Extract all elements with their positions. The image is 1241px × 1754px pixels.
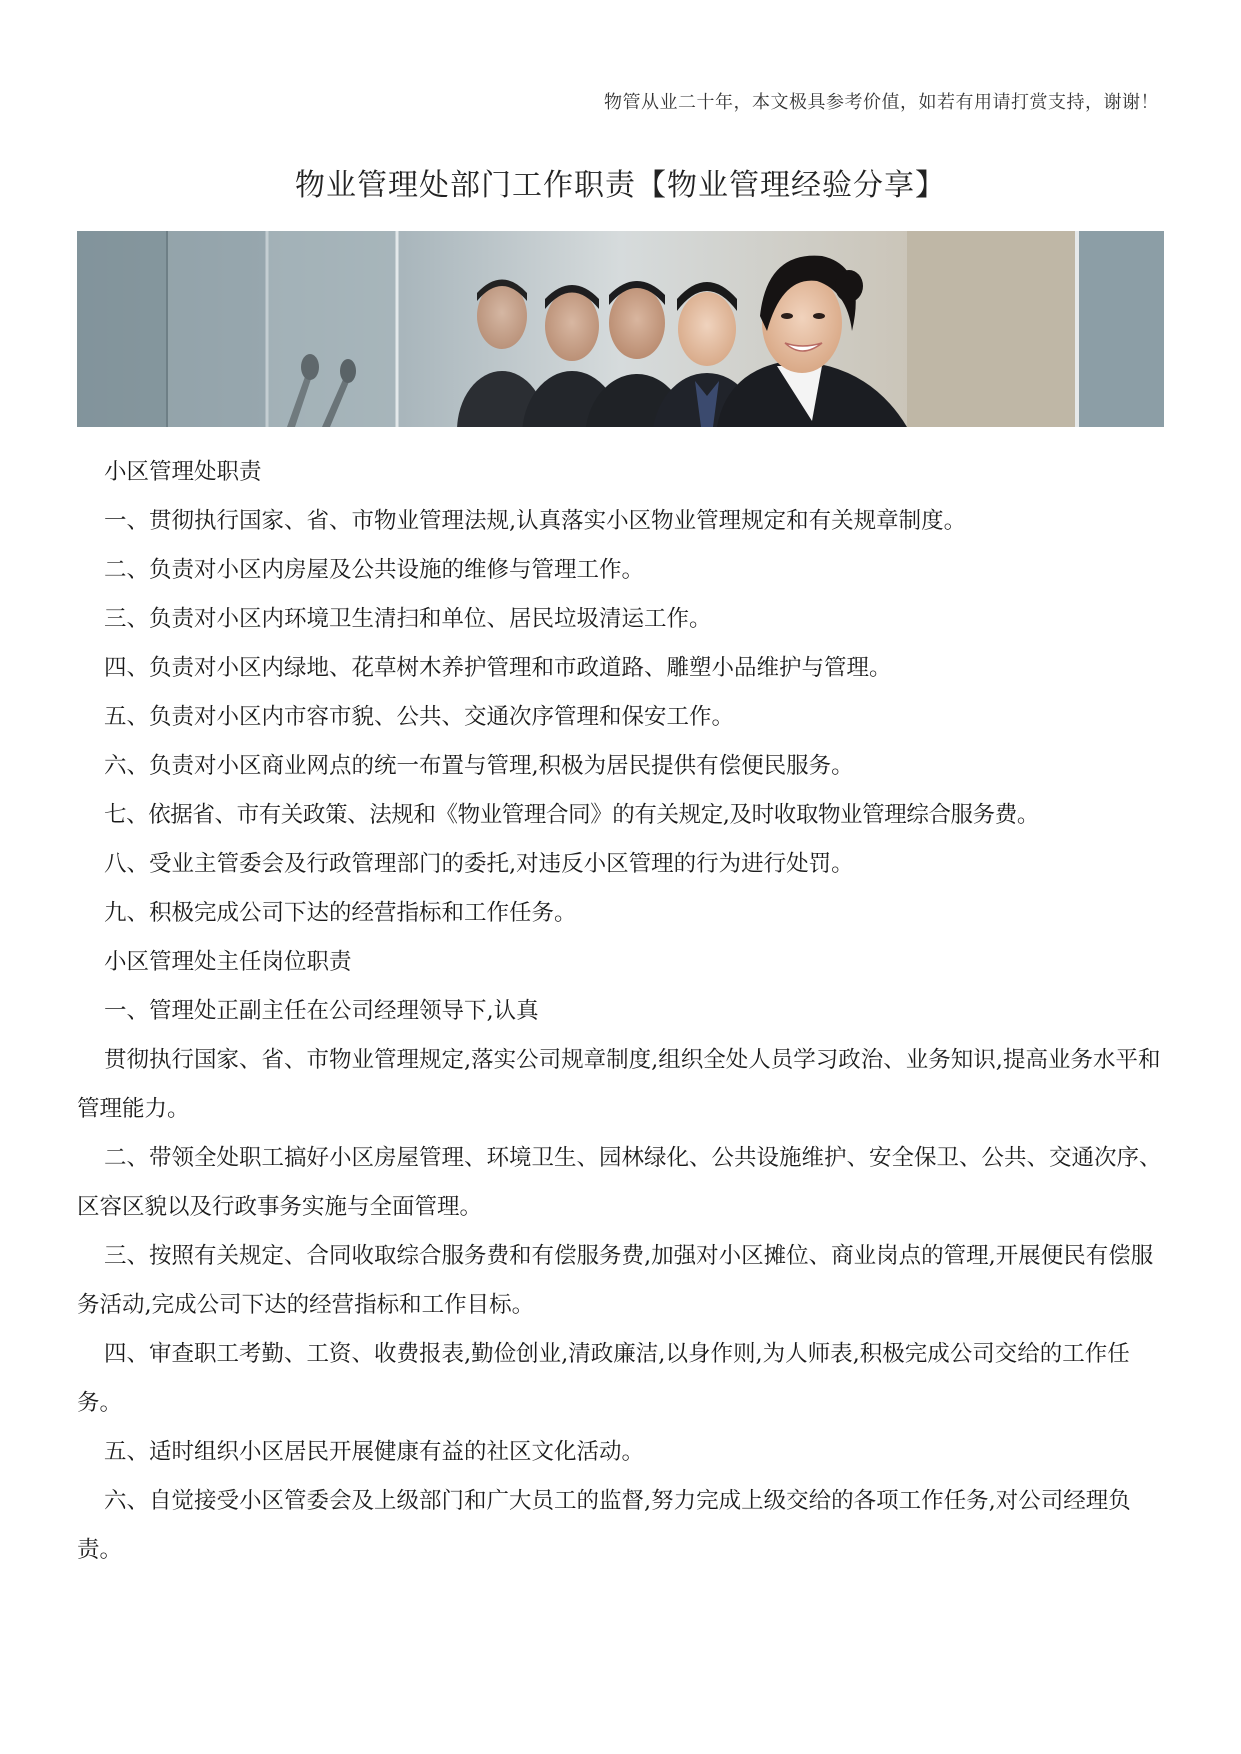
duty-item: 贯彻执行国家、省、市物业管理规定,落实公司规章制度,组织全处人员学习政治、业务知识,提高业务水平和管理能力。 [77, 1047, 1161, 1122]
duty-item: 四、负责对小区内绿地、花草树木养护管理和市政道路、雕塑小品维护与管理。 [104, 655, 892, 681]
banner-image [77, 231, 1164, 427]
duty-item: 五、适时组织小区居民开展健康有益的社区文化活动。 [104, 1439, 645, 1465]
duty-item: 二、带领全处职工搞好小区房屋管理、环境卫生、园林绿化、公共设施维护、安全保卫、公共、交通次序、区容区貌以及行政事务实施与全面管理。 [77, 1145, 1162, 1220]
duty-item: 五、负责对小区内市容市貌、公共、交通次序管理和保安工作。 [104, 704, 735, 730]
duty-item: 九、积极完成公司下达的经营指标和工作任务。 [104, 900, 577, 926]
duty-item: 一、贯彻执行国家、省、市物业管理法规,认真落实小区物业管理规定和有关规章制度。 [104, 508, 967, 534]
section-heading: 小区管理处主任岗位职责 [104, 949, 352, 975]
header-note: 物管从业二十年，本文极具参考价值，如若有用请打赏支持，谢谢！ [604, 92, 1159, 113]
duty-item: 一、管理处正副主任在公司经理领导下,认真 [104, 998, 539, 1024]
duty-item: 四、审查职工考勤、工资、收费报表,勤俭创业,清政廉洁,以身作则,为人师表,积极完成公司交给的工作任务。 [77, 1341, 1130, 1416]
duty-item: 三、负责对小区内环境卫生清扫和单位、居民垃圾清运工作。 [104, 606, 712, 632]
duty-item: 六、负责对小区商业网点的统一布置与管理,积极为居民提供有偿便民服务。 [104, 753, 854, 779]
document-body [77, 448, 1164, 1575]
section-heading: 小区管理处职责 [104, 459, 262, 485]
duty-item: 六、自觉接受小区管委会及上级部门和广大员工的监督,努力完成上级交给的各项工作任务,对公司经理负责。 [77, 1488, 1131, 1563]
page-title: 物业管理处部门工作职责【物业管理经验分享】 [295, 168, 946, 203]
duty-item: 八、受业主管委会及行政管理部门的委托,对违反小区管理的行为进行处罚。 [104, 851, 854, 877]
duty-item: 三、按照有关规定、合同收取综合服务费和有偿服务费,加强对小区摊位、商业岗点的管理,开展便民有偿服务活动,完成公司下达的经营指标和工作目标。 [77, 1243, 1154, 1318]
duty-item: 二、负责对小区内房屋及公共设施的维修与管理工作。 [104, 557, 645, 583]
business-team-photo [77, 231, 1164, 427]
duty-item: 七、依据省、市有关政策、法规和《物业管理合同》的有关规定,及时收取物业管理综合服务费。 [104, 802, 1039, 828]
